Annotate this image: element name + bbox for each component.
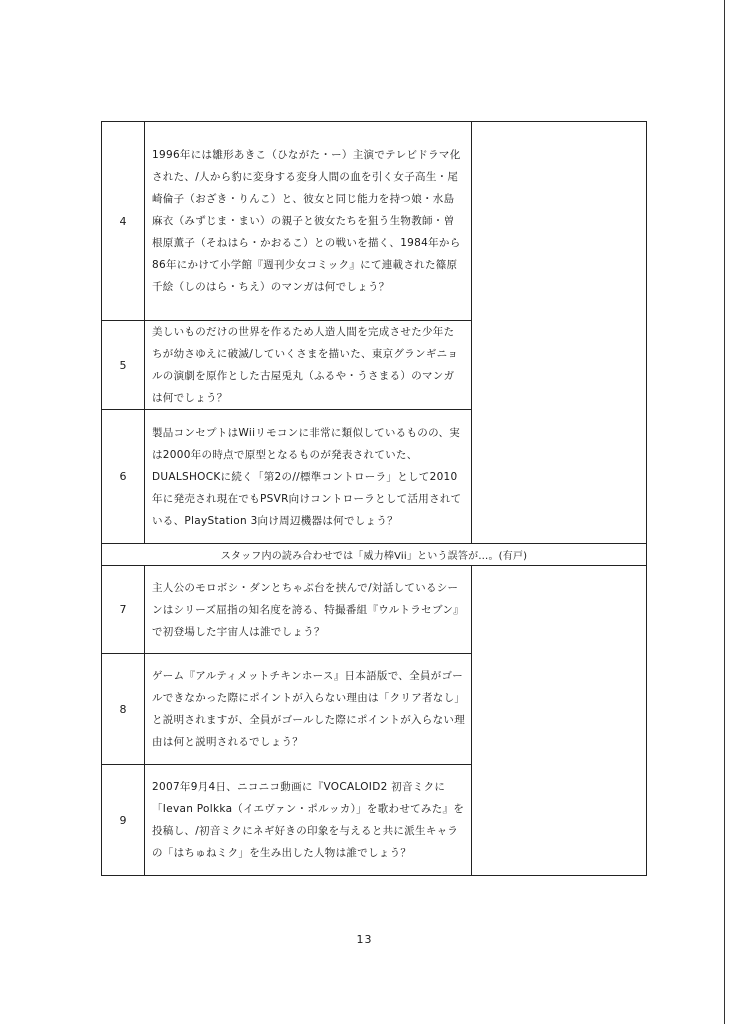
question-number: 9 [102,765,145,876]
table-row [102,544,647,566]
table-row [102,566,647,654]
question-text: 2007年9月4日、ニコニコ動画に『VOCALOID2 初音ミクに「Ievan Polkka（イエヴァン・ポルッカ）」を歌わせてみた』を投稿し、/初音ミクにネギ好きの印象を与えると共に派生キャラの「はちゅねミク」を生み出した人物は誰でしょう？ [145,765,472,876]
question-text: 主人公のモロボシ・ダンとちゃぶ台を挟んで/対話しているシーンはシリーズ屈指の知名度を誇る、特撮番組『ウルトラセブン』で初登場した宇宙人は誰でしょう？ [145,566,472,654]
answer-cell [472,566,647,876]
question-number: 6 [102,410,145,544]
table-row [102,122,647,321]
question-number: 4 [102,122,145,321]
staff-note: スタッフ内の読み合わせでは「威力棒Vii」という誤答が…。(有戸) [102,544,647,566]
page-edge-line [724,0,725,1024]
question-text: 1996年には雛形あきこ（ひながた・ー）主演でテレビドラマ化された、/人から豹に変身する変身人間の血を引く女子高生・尾崎倫子（おざき・りんこ）と、彼女と同じ能力を持つ娘・水島麻衣（みずじま・まい）の親子と彼女たちを狙う生物教師・曽根原薫子（そねはら・かおるこ）との戦いを描く、1984年から86年にかけて小学館『週刊少女コミック』にて連載された篠原千絵（しのはら・ちえ）のマンガは何でしょう？ [145,122,472,321]
quiz-table [101,121,647,876]
answer-cell [472,122,647,544]
question-text: 美しいものだけの世界を作るため人造人間を完成させた少年たちが幼さゆえに破滅/していくさまを描いた、東京グランギニョルの演劇を原作とした古屋兎丸（ふるや・うさまる）のマンガは何でしょう？ [145,321,472,410]
page-number: 13 [356,933,373,946]
question-number: 8 [102,654,145,765]
question-text: 製品コンセプトはWiiリモコンに非常に類似しているものの、実は2000年の時点で原型となるものが発表されていた、DUALSHOCKに続く「第2の//標準コントローラ」として2010年に発売され現在でもPSVR向けコントローラとして活用されている、PlayStation 3向け周辺機器は何でしょう？ [145,410,472,544]
question-text: ゲーム『アルティメットチキンホース』日本語版で、全員がゴールできなかった際にポイントが入らない理由は「クリア者なし」と説明されますが、全員がゴールした際にポイントが入らない理由は何と説明されるでしょう？ [145,654,472,765]
question-number: 5 [102,321,145,410]
question-number: 7 [102,566,145,654]
